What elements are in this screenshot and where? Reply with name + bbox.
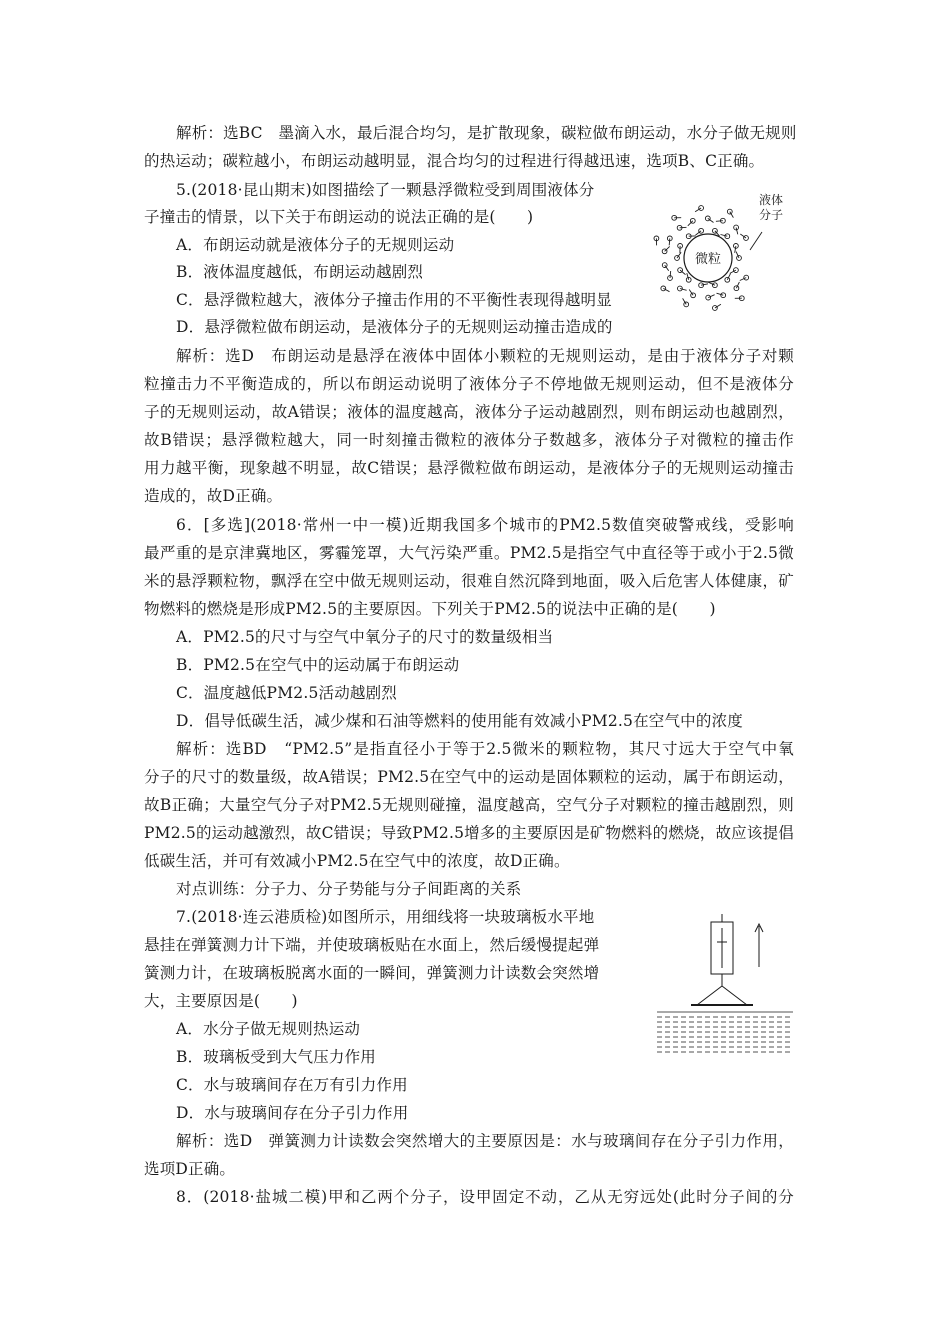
brownian-particle-figure [650, 190, 790, 320]
q6-analysis-line-3: 故B正确；大量空气分子对PM2.5无规则碰撞，温度越高，空气分子对颗粒的撞击越剧烈，则 [144, 796, 794, 814]
q6-stem-line-1: 6．[多选](2018·常州一中一模)近期我国多个城市的PM2.5数值突破警戒线，受影响 [176, 516, 794, 534]
q7-option-a: A．水分子做无规则热运动 [176, 1020, 361, 1038]
particle-label: 微粒 [694, 252, 722, 267]
liquid-molecule [706, 295, 711, 300]
molecule-motion-line [669, 238, 670, 245]
liquid-label-1: 液体 [758, 193, 784, 207]
q6-stem-line-2: 最严重的是京津冀地区，雾霾笼罩，大气污染严重。PM2.5是指空气中直径等于或小于2.5微 [144, 544, 794, 562]
q6-option-b: B．PM2.5在空气中的运动属于布朗运动 [176, 656, 460, 674]
molecule-motion-line [716, 221, 723, 222]
q6-option-c: C．温度越低PM2.5活动越剧烈 [176, 684, 398, 702]
liquid-molecule [713, 283, 718, 288]
spring-scale-diagram [655, 912, 795, 1064]
q5-analysis-line-6: 造成的，故D正确。 [144, 487, 283, 505]
q4-analysis-line-2: 的热运动；碳粒越小，布朗运动越明显，混合均匀的过程进行得越迅速，选项B、C正确。 [144, 152, 765, 170]
molecule-motion-line [680, 227, 687, 228]
q6-analysis-line-2: 分子的尺寸的数量级，故A错误；PM2.5在空气中的运动是固体颗粒的运动，属于布朗运动， [144, 768, 794, 786]
q5-option-a: A．布朗运动就是液体分子的无规则运动 [176, 236, 455, 254]
q5-analysis-line-1: 解析：选D 布朗运动是悬浮在液体中固体小颗粒的无规则运动，是由于液体分子对颗 [176, 347, 794, 365]
q7-stem-line-2: 悬挂在弹簧测力计下端，并使玻璃板贴在水面上，然后缓慢提起弹 [144, 936, 600, 954]
q6-stem-line-4: 物燃料的燃烧是形成PM2.5的主要原因。下列关于PM2.5的说法中正确的是( ) [144, 600, 716, 618]
liquid-molecule [734, 268, 739, 273]
q6-analysis-line-4: PM2.5的运动越激烈，故C错误；导致PM2.5增多的主要原因是矿物燃料的燃烧，故应该提倡 [144, 824, 794, 842]
q6-analysis-line-1: 解析：选BD “PM2.5”是指直径小于等于2.5微米的颗粒物，其尺寸远大于空气中氧 [176, 740, 794, 758]
thread-left [697, 986, 722, 1005]
q6-analysis-line-5: 低碳生活，并可有效减小PM2.5在空气中的浓度，故D正确。 [144, 852, 570, 870]
q7-stem-line-4: 大，主要原因是( ) [144, 992, 298, 1010]
q5-analysis-line-2: 粒撞击力不平衡造成的，所以布朗运动说明了液体分子不停地做无规则运动，但不是液体分 [144, 375, 794, 393]
q7-analysis-line-1: 解析：选D 弹簧测力计读数会突然增大的主要原因是：水与玻璃间存在分子引力作用， [176, 1132, 794, 1150]
q8-stem-line-1: 8．(2018·盐城二模)甲和乙两个分子，设甲固定不动，乙从无穷远处(此时分子间的分 [176, 1188, 794, 1206]
liquid-label-2: 分子 [758, 208, 784, 222]
thread-right [722, 986, 747, 1005]
q7-stem-line-1: 7.(2018·连云港质检)如图所示，用细线将一块玻璃板水平地 [176, 908, 595, 926]
q7-analysis-line-2: 选项D正确。 [144, 1160, 236, 1178]
q5-analysis-line-4: 故B错误；悬浮微粒越大，同一时刻撞击微粒的液体分子数越多，液体分子对微粒的撞击作 [144, 431, 794, 449]
q5-option-d: D．悬浮微粒做布朗运动，是液体分子的无规则运动撞击造成的 [176, 318, 613, 336]
q7-option-c: C．水与玻璃间存在万有引力作用 [176, 1076, 408, 1094]
q7-stem-line-3: 簧测力计，在玻璃板脱离水面的一瞬间，弹簧测力计读数会突然增 [144, 964, 600, 982]
spring-scale-figure [655, 912, 795, 1064]
section-heading: 对点训练：分子力、分子势能与分子间距离的关系 [176, 880, 522, 898]
q6-stem-line-3: 米的悬浮颗粒物，飘浮在空中做无规则运动，很难自然沉降到地面，吸入后危害人体健康，矿 [144, 572, 794, 590]
q4-analysis-line-1: 解析：选BC 墨滴入水，最后混合均匀，是扩散现象，碳粒做布朗运动，水分子做无规则 [176, 124, 797, 142]
liquid-molecule-pointer [750, 232, 762, 250]
q5-analysis-line-5: 用力越平衡，现象越不明显，故C错误；悬浮微粒做布朗运动，是液体分子的无规则运动撞击 [144, 459, 794, 477]
q6-option-a: A．PM2.5的尺寸与空气中氧分子的尺寸的数量级相当 [176, 628, 554, 646]
liquid-molecule [734, 286, 739, 291]
q5-analysis-line-3: 子的无规则运动，故A错误；液体的温度越高，液体分子运动越剧烈，则布朗运动也越剧烈， [144, 403, 794, 421]
water-surface [657, 1012, 793, 1052]
q7-option-b: B．玻璃板受到大气压力作用 [176, 1048, 376, 1066]
q7-option-d: D．水与玻璃间存在分子引力作用 [176, 1104, 409, 1122]
q5-stem-line-2: 子撞击的情景，以下关于布朗运动的说法正确的是( ) [144, 208, 534, 226]
q5-stem-line-1: 5.(2018·昆山期末)如图描绘了一颗悬浮微粒受到周围液体分 [176, 181, 595, 199]
q6-option-d: D．倡导低碳生活，减少煤和石油等燃料的使用能有效减小PM2.5在空气中的浓度 [176, 712, 743, 730]
q5-option-c: C．悬浮微粒越大，液体分子撞击作用的不平衡性表现得越明显 [176, 291, 612, 309]
brownian-particle-diagram [650, 190, 790, 320]
q5-option-b: B．液体温度越低，布朗运动越剧烈 [176, 263, 424, 281]
